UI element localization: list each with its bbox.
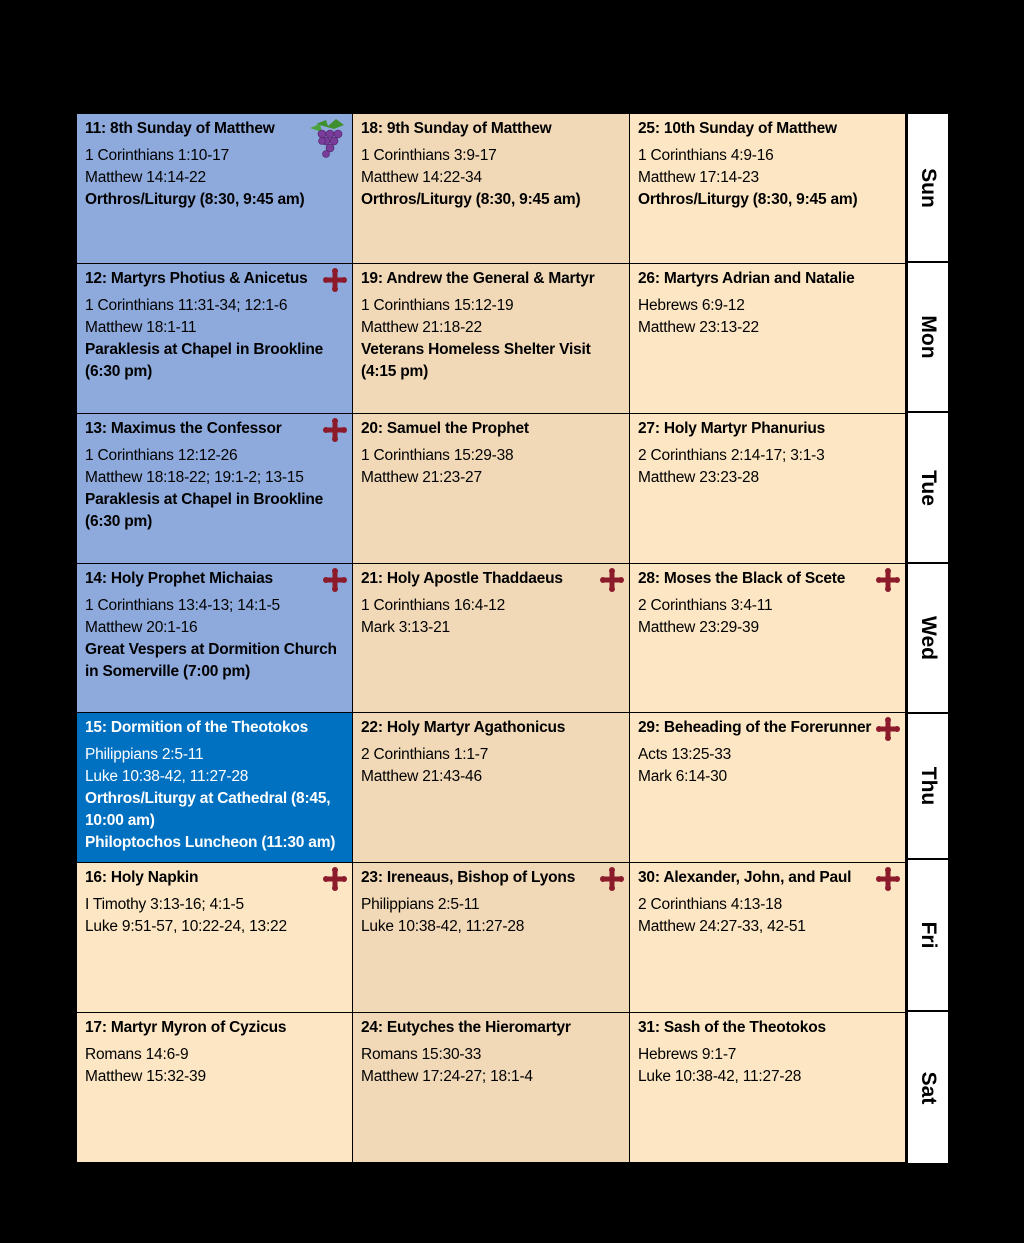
- day-label-text: Wed: [917, 616, 940, 660]
- day-title: 24: Eutyches the Hieromartyr: [361, 1019, 571, 1037]
- scripture-reading: 1 Corinthians 16:4-12: [361, 596, 506, 614]
- service-note: Paraklesis at Chapel in Brookline (6:30 pm): [85, 340, 324, 380]
- day-title: 11: 8th Sunday of Matthew: [85, 120, 275, 137]
- day-title: 16: Holy Napkin: [85, 869, 199, 887]
- calendar-day-cell: [353, 713, 630, 863]
- scripture-reading: Matthew 21:23-27: [361, 468, 482, 486]
- scripture-reading: Matthew 21:43-46: [361, 768, 482, 786]
- scripture-reading: Romans 14:6-9: [85, 1046, 189, 1064]
- scripture-reading: 2 Corinthians 2:14-17; 3:1-3: [638, 446, 825, 464]
- scripture-reading: Luke 9:51-57, 10:22-24, 13:22: [85, 918, 287, 936]
- scripture-reading: I Timothy 3:13-16; 4:1-5: [85, 896, 244, 914]
- scripture-reading: Matthew 23:29-39: [638, 618, 759, 636]
- scripture-reading: Mark 6:14-30: [638, 768, 727, 786]
- day-labels: [907, 113, 949, 1162]
- scripture-reading: Romans 15:30-33: [361, 1046, 482, 1064]
- scripture-reading: Matthew 18:18-22; 19:1-2; 13-15: [85, 468, 304, 486]
- day-label-text: Sat: [917, 1071, 940, 1104]
- calendar-day-cell: [77, 713, 353, 863]
- scripture-reading: Acts 13:25-33: [638, 746, 732, 764]
- day-title: 12: Martyrs Photius & Anicetus: [85, 269, 308, 287]
- scripture-reading: Matthew 17:14-23: [638, 169, 759, 186]
- scripture-reading: 1 Corinthians 12:12-26: [85, 446, 238, 464]
- scripture-reading: Matthew 23:23-28: [638, 468, 759, 486]
- cross-icon: [875, 716, 901, 742]
- day-title: 30: Alexander, John, and Paul: [638, 869, 852, 887]
- service-note: Great Vespers at Dormition Church in Somerville (7:00 pm): [85, 640, 337, 680]
- scripture-reading: 1 Corinthians 4:9-16: [638, 147, 774, 164]
- calendar-day-cell: [77, 114, 353, 264]
- day-label-text: Sun: [917, 167, 940, 208]
- day-label-sat: [908, 1012, 948, 1163]
- scripture-reading: Matthew 20:1-16: [85, 618, 198, 636]
- cross-icon: [875, 567, 901, 593]
- scripture-reading: 1 Corinthians 15:29-38: [361, 446, 514, 464]
- day-title: 17: Martyr Myron of Cyzicus: [85, 1019, 287, 1037]
- day-label-sun: [908, 114, 948, 263]
- day-title: 23: Ireneaus, Bishop of Lyons: [361, 869, 576, 887]
- calendar-day-cell: [353, 114, 630, 264]
- calendar-day-cell: [630, 1013, 906, 1163]
- day-label-wed: [908, 564, 948, 714]
- service-note: Veterans Homeless Shelter Visit (4:15 pm): [361, 340, 591, 380]
- cross-icon: [322, 866, 348, 892]
- calendar-day-cell: [77, 414, 353, 564]
- scripture-reading: Philippians 2:5-11: [361, 896, 480, 914]
- day-title: 13: Maximus the Confessor: [85, 419, 282, 437]
- day-title: 14: Holy Prophet Michaias: [85, 569, 273, 587]
- scripture-reading: 1 Corinthians 3:9-17: [361, 147, 497, 164]
- calendar-day-cell: [630, 713, 906, 863]
- calendar-day-cell: [630, 414, 906, 564]
- day-title: 21: Holy Apostle Thaddaeus: [361, 569, 563, 587]
- calendar-day-cell: [77, 264, 353, 414]
- scripture-reading: 2 Corinthians 3:4-11: [638, 596, 773, 614]
- scripture-reading: Matthew 14:22-34: [361, 169, 482, 186]
- day-label-fri: [908, 860, 948, 1012]
- scripture-reading: 2 Corinthians 4:13-18: [638, 896, 783, 914]
- calendar-day-cell: [77, 1013, 353, 1163]
- cross-icon: [322, 417, 348, 443]
- grapes-icon: [308, 116, 348, 160]
- day-title: 27: Holy Martyr Phanurius: [638, 419, 826, 437]
- scripture-reading: Luke 10:38-42, 11:27-28: [85, 768, 249, 786]
- calendar-day-cell: [77, 564, 353, 714]
- day-title: 29: Beheading of the Forerunner: [638, 719, 872, 737]
- day-title: 15: Dormition of the Theotokos: [85, 719, 309, 737]
- day-title: 28: Moses the Black of Scete: [638, 569, 846, 587]
- day-label-text: Fri: [917, 921, 940, 949]
- day-label-text: Thu: [917, 766, 940, 806]
- calendar-day-cell: [353, 863, 630, 1013]
- calendar-day-cell: [353, 564, 630, 714]
- cross-icon: [322, 567, 348, 593]
- calendar-day-cell: [353, 264, 630, 414]
- scripture-reading: Matthew 17:24-27; 18:1-4: [361, 1068, 533, 1086]
- scripture-reading: Luke 10:38-42, 11:27-28: [638, 1068, 802, 1086]
- cross-icon: [322, 267, 348, 293]
- service-note: Orthros/Liturgy (8:30, 9:45 am): [85, 191, 305, 208]
- service-note: Orthros/Liturgy (8:30, 9:45 am): [638, 191, 858, 208]
- day-label-mon: [908, 263, 948, 413]
- scripture-reading: 1 Corinthians 13:4-13; 14:1-5: [85, 596, 280, 614]
- day-label-thu: [908, 714, 948, 860]
- day-title: 18: 9th Sunday of Matthew: [361, 120, 552, 137]
- scripture-reading: Philippians 2:5-11: [85, 746, 204, 764]
- day-title: 25: 10th Sunday of Matthew: [638, 120, 837, 137]
- scripture-reading: 1 Corinthians 11:31-34; 12:1-6: [85, 296, 288, 314]
- day-title: 19: Andrew the General & Martyr: [361, 269, 595, 287]
- cross-icon: [599, 866, 625, 892]
- service-note: Orthros/Liturgy (8:30, 9:45 am): [361, 191, 581, 208]
- day-title: 22: Holy Martyr Agathonicus: [361, 719, 566, 737]
- scripture-reading: Matthew 15:32-39: [85, 1068, 206, 1086]
- scripture-reading: Matthew 23:13-22: [638, 318, 759, 336]
- day-title: 20: Samuel the Prophet: [361, 419, 529, 437]
- scripture-reading: Hebrews 6:9-12: [638, 296, 745, 314]
- calendar-day-cell: [630, 264, 906, 414]
- scripture-reading: 1 Corinthians 15:12-19: [361, 296, 514, 314]
- day-label-text: Mon: [917, 315, 940, 359]
- calendar-day-cell: [630, 564, 906, 714]
- scripture-reading: Matthew 21:18-22: [361, 318, 482, 336]
- calendar-day-cell: [353, 414, 630, 564]
- calendar-day-cell: [630, 863, 906, 1013]
- service-note: Orthros/Liturgy at Cathedral (8:45, 10:00 am): [85, 790, 331, 830]
- service-note: Paraklesis at Chapel in Brookline (6:30 pm): [85, 490, 324, 530]
- scripture-reading: 2 Corinthians 1:1-7: [361, 746, 489, 764]
- calendar-day-cell: [353, 1013, 630, 1163]
- scripture-reading: Matthew 24:27-33, 42-51: [638, 918, 806, 936]
- calendar-grid: [76, 113, 906, 1163]
- cross-icon: [875, 866, 901, 892]
- day-label-text: Tue: [917, 469, 940, 506]
- day-title: 26: Martyrs Adrian and Natalie: [638, 269, 855, 287]
- day-title: 31: Sash of the Theotokos: [638, 1019, 826, 1037]
- scripture-reading: Matthew 18:1-11: [85, 318, 197, 336]
- calendar-day-cell: [77, 863, 353, 1013]
- scripture-reading: Matthew 14:14-22: [85, 169, 206, 186]
- scripture-reading: Mark 3:13-21: [361, 618, 450, 636]
- scripture-reading: Luke 10:38-42, 11:27-28: [361, 918, 525, 936]
- calendar-day-cell: [630, 114, 906, 264]
- scripture-reading: Hebrews 9:1-7: [638, 1046, 737, 1064]
- cross-icon: [599, 567, 625, 593]
- day-label-tue: [908, 413, 948, 564]
- service-note: Philoptochos Luncheon (11:30 am): [85, 834, 336, 852]
- scripture-reading: 1 Corinthians 1:10-17: [85, 147, 230, 164]
